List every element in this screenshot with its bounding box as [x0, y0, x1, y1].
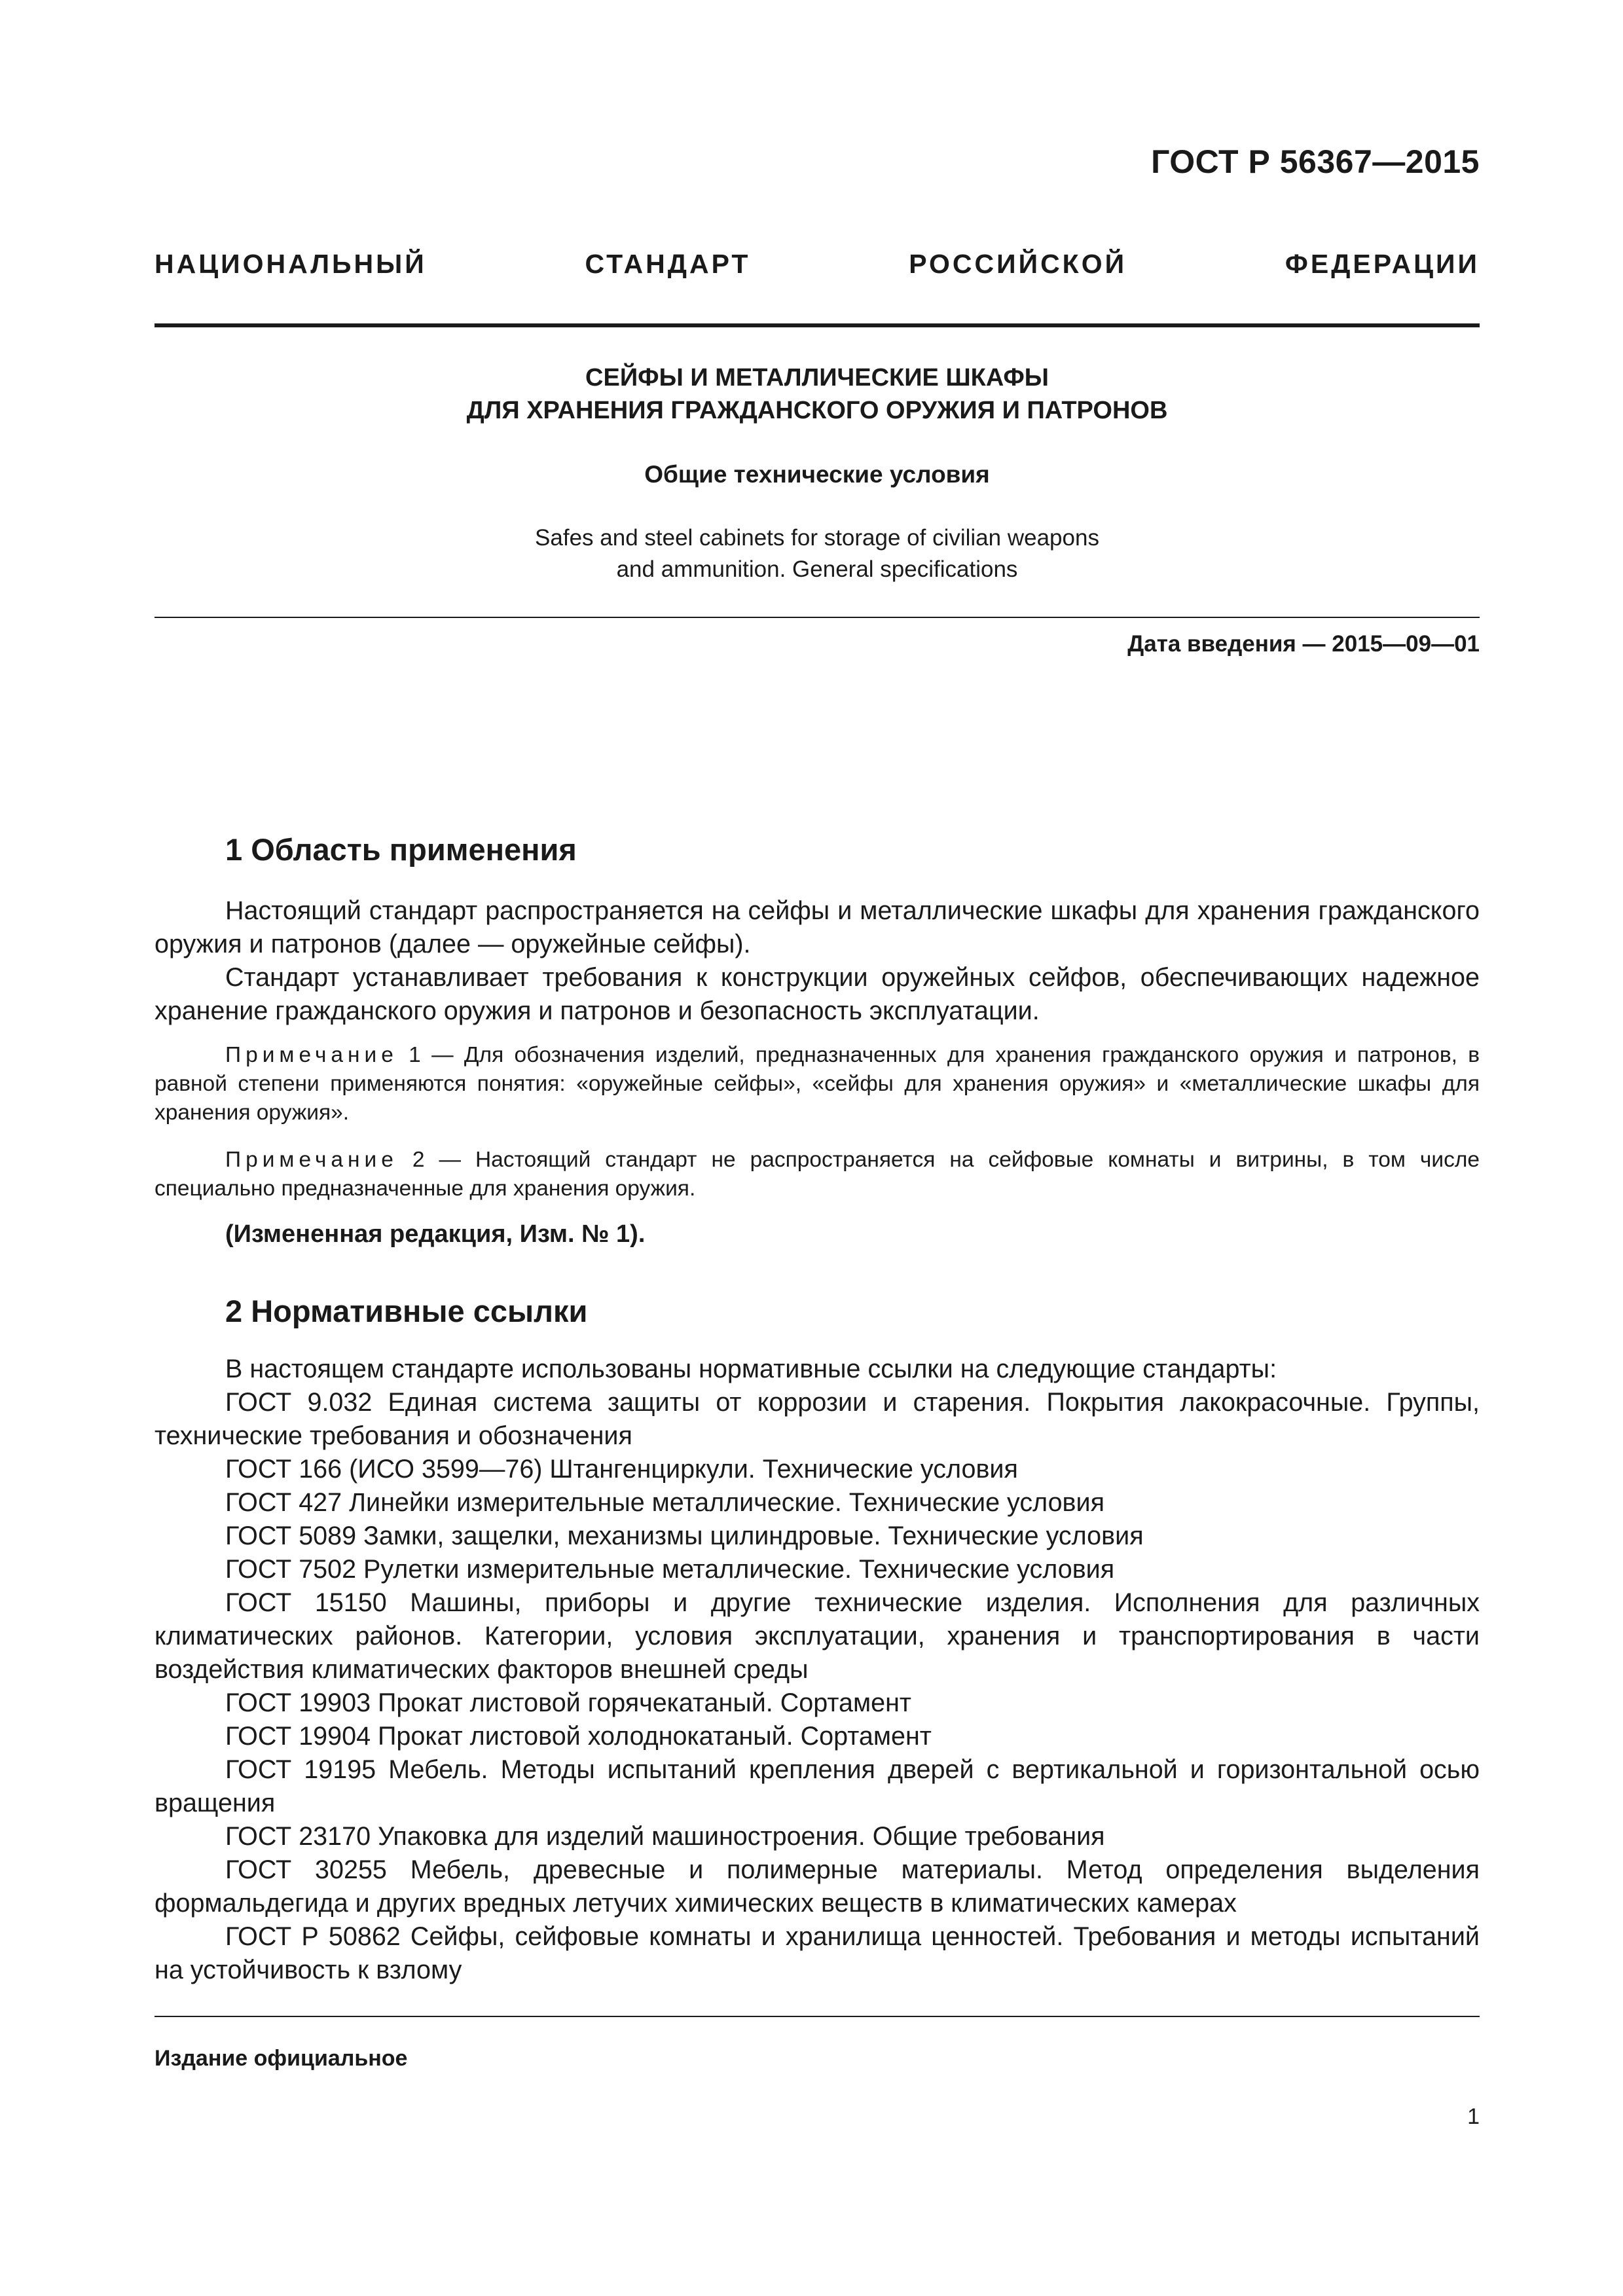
section-2-body: [155, 1353, 1480, 1987]
reference-item: ГОСТ 19904 Прокат листовой холоднокатаный. Сортамент: [225, 1722, 932, 1751]
document-title: [155, 361, 1480, 427]
national-standard-banner: НАЦИОНАЛЬНЫЙ СТАНДАРТ РОССИЙСКОЙ ФЕДЕРАЦИИ: [155, 249, 1480, 279]
reference-item: ГОСТ 23170 Упаковка для изделий машиностроения. Общие требования: [225, 1822, 1105, 1851]
reference-item: ГОСТ 166 (ИСО 3599—76) Штангенциркули. Технические условия: [225, 1455, 1018, 1484]
note-1: [155, 1041, 1480, 1127]
edition-label: Издание официальное: [155, 2046, 408, 2071]
title-line-2: ДЛЯ ХРАНЕНИЯ ГРАЖДАНСКОГО ОРУЖИЯ И ПАТРОНОВ: [466, 397, 1168, 424]
reference-item: ГОСТ Р 50862 Сейфы, сейфовые комнаты и хранилища ценностей. Требования и методы испытаний на устойчивость к взлому: [155, 1922, 1480, 1984]
note-text: 2 — Настоящий стандарт не распространяется на сейфовые комнаты и витрины, в том числе специально предназначенные для хранения оружия.: [155, 1148, 1480, 1201]
reference-item: ГОСТ 15150 Машины, приборы и другие технические изделия. Исполнения для различных климатических районов. Категории, условия эксплуатации, хранения и транспортирования в части воздействия климатических факторов внешней среды: [155, 1588, 1480, 1684]
title-divider: [155, 617, 1480, 618]
standard-code: ГОСТ Р 56367—2015: [1151, 143, 1480, 180]
section-1-paragraph: Стандарт устанавливает требования к конструкции оружейных сейфов, обеспечивающих надежное хранение гражданского оружия и патронов и безопасность эксплуатации.: [155, 963, 1480, 1025]
reference-item: ГОСТ 19195 Мебель. Методы испытаний крепления дверей с вертикальной и горизонтальной осью вращения: [155, 1755, 1480, 1817]
reference-item: ГОСТ 427 Линейки измерительные металлические. Технические условия: [225, 1488, 1104, 1517]
reference-item: ГОСТ 19903 Прокат листовой горячекатаный. Сортамент: [225, 1688, 911, 1717]
english-title-line-1: Safes and steel cabinets for storage of civilian weapons: [535, 525, 1099, 551]
header-divider: [155, 323, 1480, 327]
note-label: Примечание: [225, 1043, 398, 1067]
amendment-note: (Измененная редакция, Изм. № 1).: [225, 1220, 646, 1248]
reference-item: ГОСТ 9.032 Единая система защиты от коррозии и старения. Покрытия лакокрасочные. Группы, технические требования и обозначения: [155, 1388, 1480, 1450]
reference-item: ГОСТ 5089 Замки, защелки, механизмы цилиндровые. Технические условия: [225, 1522, 1144, 1550]
document-subtitle: Общие технические условия: [644, 461, 990, 488]
title-line-1: СЕЙФЫ И МЕТАЛЛИЧЕСКИЕ ШКАФЫ: [585, 364, 1049, 392]
reference-item: ГОСТ 7502 Рулетки измерительные металлические. Технические условия: [225, 1555, 1115, 1584]
english-title: [155, 522, 1480, 585]
section-2-intro: В настоящем стандарте использованы нормативные ссылки на следующие стандарты:: [225, 1355, 1277, 1383]
footer-divider: [155, 2016, 1480, 2017]
reference-item: ГОСТ 30255 Мебель, древесные и полимерные материалы. Метод определения выделения формальдегида и других вредных летучих химических веществ в климатических камерах: [155, 1855, 1480, 1918]
english-title-line-2: and ammunition. General specifications: [616, 556, 1018, 582]
note-text: 1 — Для обозначения изделий, предназначенных для хранения гражданского оружия и патронов, в равной степени применяются понятия: «оружейные сейфы», «сейфы для хранения оружия» и «металлические шкафы для хранения оружия».: [155, 1043, 1480, 1125]
note-label: Примечание: [225, 1148, 398, 1172]
note-2: [155, 1146, 1480, 1203]
section-1-body: [155, 894, 1480, 1028]
page-number: 1: [1467, 2104, 1480, 2129]
section-1-heading: 1 Область применения: [225, 832, 577, 867]
section-1-paragraph: Настоящий стандарт распространяется на сейфы и металлические шкафы для хранения гражданского оружия и патронов (далее — оружейные сейфы).: [155, 896, 1480, 958]
introduction-date: Дата введения — 2015—09—01: [1127, 631, 1480, 657]
section-2-heading: 2 Нормативные ссылки: [225, 1294, 588, 1328]
